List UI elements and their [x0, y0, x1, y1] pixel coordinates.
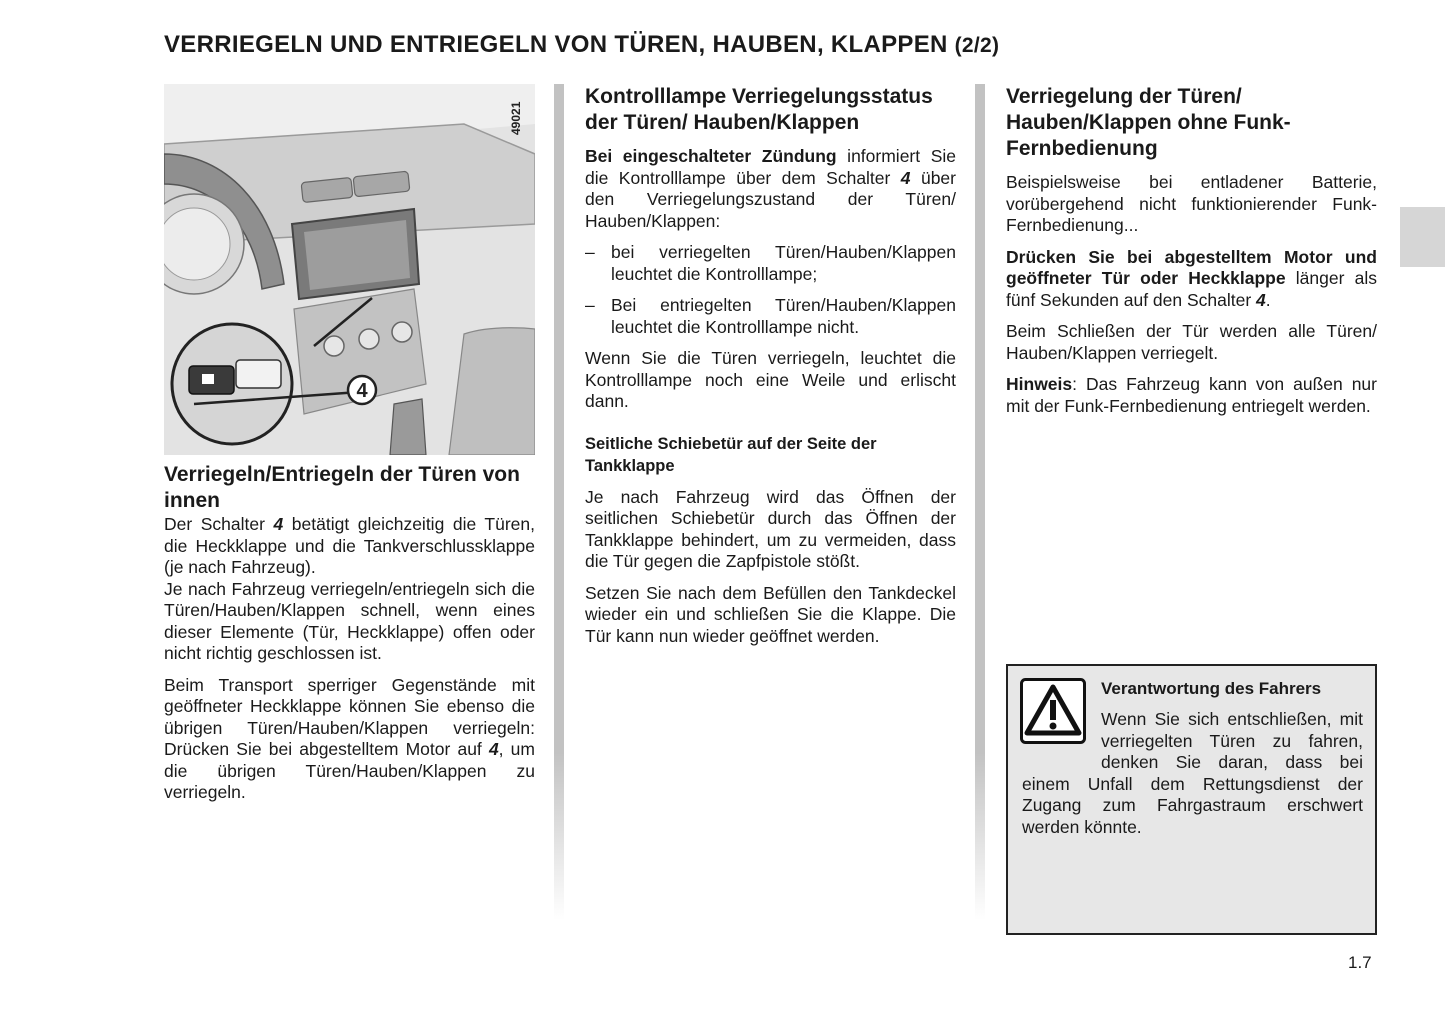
warning-text-container: [1022, 709, 1363, 838]
switch-reference: 4: [488, 739, 499, 759]
warning-title: Verantwortung des Fahrers: [1101, 679, 1322, 698]
chapter-tab: [1400, 207, 1445, 267]
section-heading-lock-inside: Verriegeln/Entriegeln der Türen von innen: [164, 463, 520, 512]
section-heading-no-remote: Verriegelung der Türen/ Hauben/Klappen ohne Funk-Fernbedienung: [1006, 85, 1291, 160]
switch-reference: 4: [900, 167, 911, 188]
col3-paragraph-1: Beispielsweise bei entladener Batterie, vorübergehend nicht funktionierender Funk-Fernbedienung...: [1006, 172, 1377, 235]
text: Beim Transport sperriger Gegenstände mit geöffneter Heckklappe können Sie ebenso die übrigen Türen/Hauben/Klappen verriegeln: Drücken Sie bei abgestelltem Motor auf: [164, 674, 535, 759]
indicator-state-list: [585, 242, 956, 338]
figure-callout: 4: [356, 380, 368, 402]
figure-number: 49021: [509, 101, 523, 135]
page-title-suffix: (2/2): [954, 34, 1000, 57]
warning-text: Wenn Sie sich entschließen, mit verriegelten Türen zu fahren, denken Sie daran, dass bei einem Unfall dem Rettungsdienst der Zugang zum Fahrgastraum erschwert werden könnte.: [1022, 709, 1363, 837]
text: über den Verriegelungszustand der Türen/ Hauben/Klappen:: [585, 167, 956, 231]
col1-paragraph-2: Je nach Fahrzeug verriegeln/entriegeln sich die Türen/Hauben/Klappen schnell, wenn eines dieser Elemente (Tür, Heckklappe) offen oder nicht richtig geschlossen ist.: [164, 578, 535, 663]
col3-paragraph-2: [1006, 247, 1377, 312]
text-bold: Hinweis: [1006, 374, 1073, 394]
col3-paragraph-4: [1006, 374, 1377, 417]
section-heading-indicator: Kontrolllampe Verriegelungsstatus der Türen/ Hauben/Klappen: [585, 85, 933, 134]
text-bold: Drücken Sie bei abgestelltem Motor und geöffneter Tür oder Heckklappe: [1006, 246, 1377, 288]
list-item: – Bei entriegelten Türen/Hauben/Klappen leuchtet die Kontrolllampe nicht.: [585, 295, 956, 338]
text: länger als fünf Sekunden auf den Schalter: [1006, 268, 1377, 310]
switch-reference: 4: [273, 514, 284, 534]
page-title: [164, 31, 1384, 59]
text-bold: Bei eingeschalteter Zündung: [585, 146, 837, 166]
list-item: – bei verriegelten Türen/Hauben/Klappen leuchtet die Kontrolllampe;: [585, 242, 956, 285]
col1-paragraph-3: [164, 675, 535, 804]
col1-paragraph-1: [164, 514, 535, 579]
col3-paragraph-3: Beim Schließen der Tür werden alle Türen/ Hauben/Klappen verriegelt.: [1006, 321, 1377, 363]
col2-paragraph-3: Je nach Fahrzeug wird das Öffnen der seitlichen Schiebetür durch das Öffnen der Tankklappe behindert, um zu vermeiden, dass die Tür gegen die Zapfpistole stößt.: [585, 486, 956, 571]
dashboard-illustration: [164, 84, 535, 455]
column-2: [585, 84, 956, 647]
subheading-sliding-door: Seitliche Schiebetür auf der Seite der Tankklappe: [585, 434, 877, 475]
column-1: [164, 84, 535, 804]
text: Der Schalter: [164, 514, 274, 534]
column-separator-1: [554, 84, 564, 920]
column-separator-2: [975, 84, 985, 920]
warning-box: [1006, 664, 1377, 935]
column-3: [1006, 84, 1377, 417]
switch-reference: 4: [1256, 289, 1266, 310]
page-number: 1.7: [1348, 953, 1372, 972]
col2-paragraph-1: [585, 146, 956, 232]
text: .: [1265, 289, 1271, 310]
text: informiert Sie die Kontrolllampe über dem Schalter: [585, 146, 956, 188]
text: : Das Fahrzeug kann von außen nur mit der Funk-Fernbedienung entriegelt werden.: [1006, 374, 1377, 416]
col2-paragraph-2: Wenn Sie die Türen verriegeln, leuchtet die Kontrolllampe noch eine Weile und erlischt dann.: [585, 348, 956, 411]
page-title-text: VERRIEGELN UND ENTRIEGELN VON TÜREN, HAUBEN, KLAPPEN: [164, 31, 948, 58]
col2-paragraph-4: Setzen Sie nach dem Befüllen den Tankdeckel wieder ein und schließen Sie die Klappe. Die Tür kann nun wieder geöffnet werden.: [585, 582, 956, 646]
dashboard-drawing: [164, 84, 535, 455]
text: , um die übrigen Türen/Hauben/Klappen zu verriegeln.: [164, 739, 535, 802]
text: betätigt gleichzeitig die Türen, die Heckklappe und die Tankverschlussklappe (je nach Fahrzeug).: [164, 514, 536, 577]
